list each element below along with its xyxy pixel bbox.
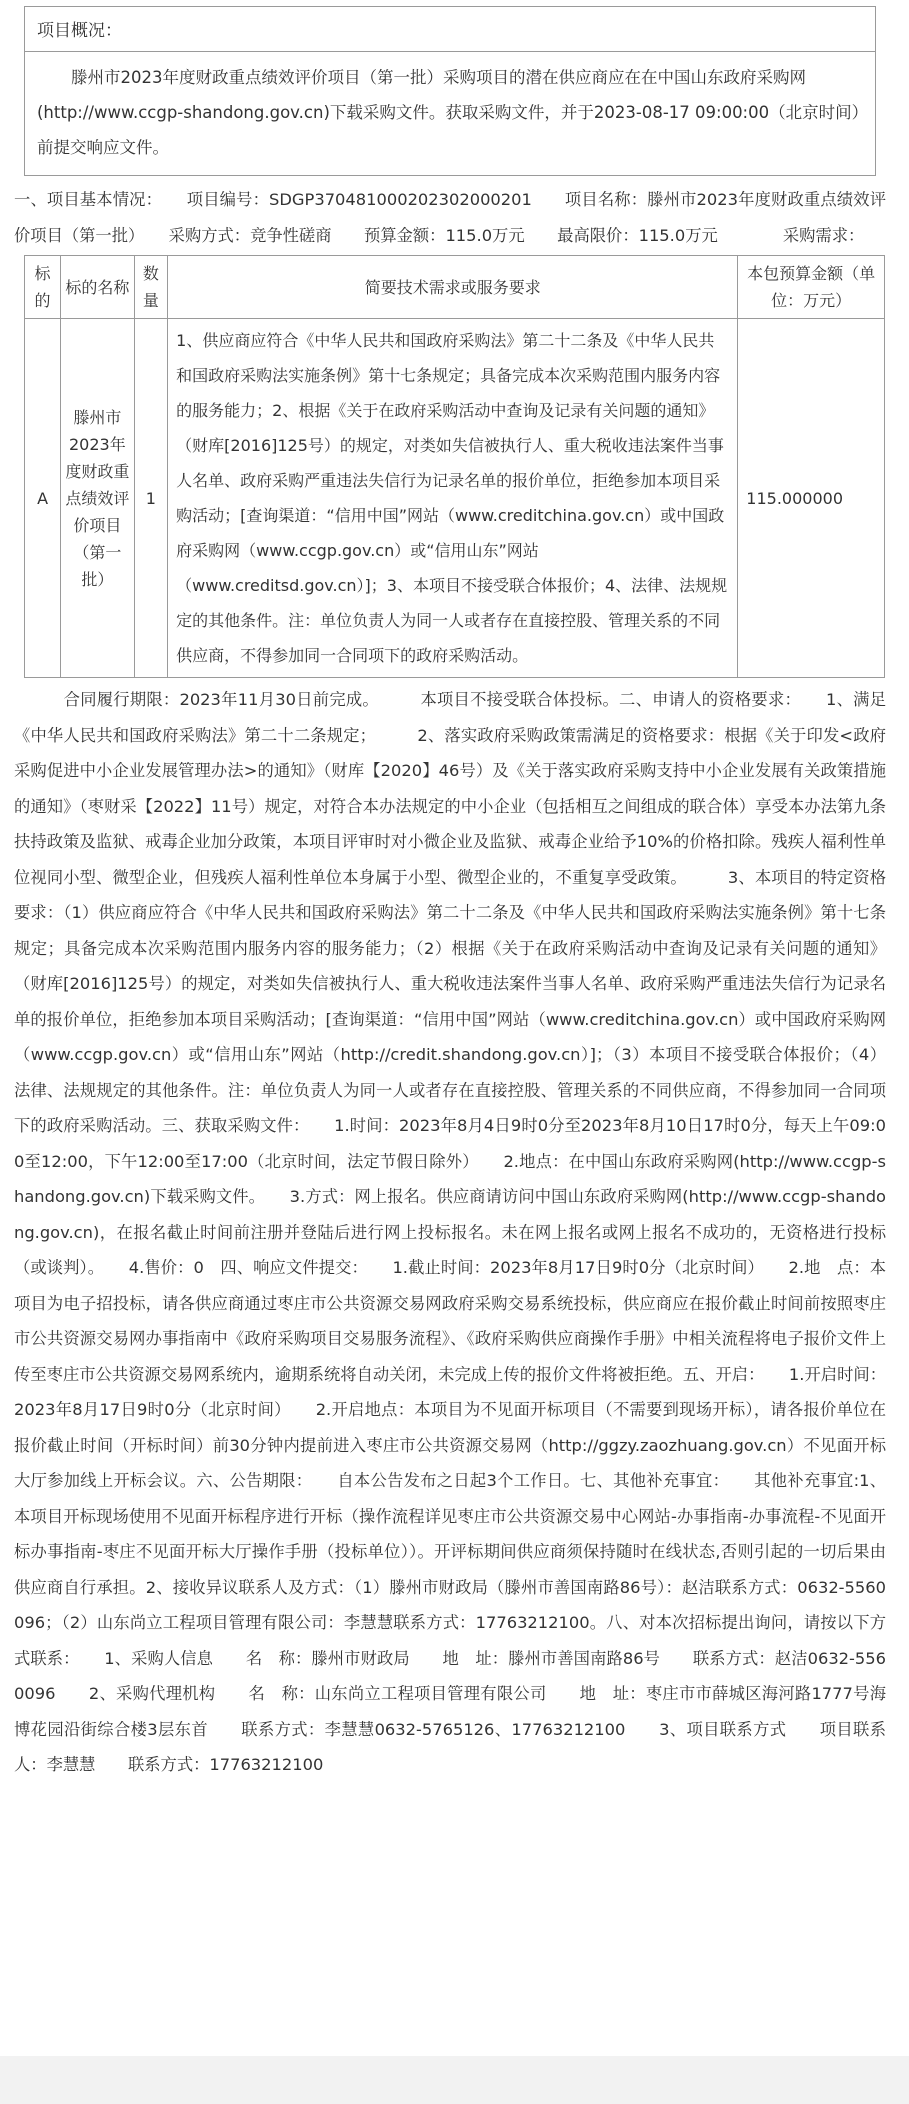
table-row bbox=[25, 319, 885, 678]
overview-text: 滕州市2023年度财政重点绩效评价项目（第一批）采购项目的潜在供应商应在在中国山东政府采购网(http://www.ccgp-shandong.gov.cn)下载采购文件。获取采购文件，并于2023-08-17 09:00:00（北京时间）前提交响应文件。 bbox=[37, 68, 860, 157]
table-header-row bbox=[25, 256, 885, 319]
col-name: 标的名称 bbox=[61, 256, 135, 319]
overview-heading: 项目概况： bbox=[25, 7, 875, 52]
footer-bar bbox=[0, 2056, 909, 2104]
overview-box bbox=[24, 6, 876, 176]
col-budget: 本包预算金额（单位：万元） bbox=[738, 256, 885, 319]
col-requirements: 简要技术需求或服务要求 bbox=[168, 256, 738, 319]
requirements-table bbox=[24, 255, 885, 678]
col-quantity: 数量 bbox=[134, 256, 168, 319]
cell-requirements: 1、供应商应符合《中华人民共和国政府采购法》第二十二条及《中华人民共和国政府采购法实施条例》第十七条规定；具备完成本次采购范围内服务内容的服务能力；2、根据《关于在政府采购活动中查询及记录有关问题的通知》（财库[2016]125号）的规定，对类如失信被执行人、重大税收违法案件当事人名单、政府采购严重违法失信行为记录名单的报价单位，拒绝参加本项目采购活动；[查询渠道：“信用中国”网站（www.creditchina.gov.cn）或中国政府采购网（www.ccgp.gov.cn）或“信用山东”网站（www.creditsd.gov.cn）]；3、本项目不接受联合体报价；4、法律、法规规定的其他条件。注：单位负责人为同一人或者存在直接控股、管理关系的不同供应商，不得参加同一合同项下的政府采购活动。 bbox=[168, 319, 738, 678]
cell-budget: 115.000000 bbox=[738, 319, 885, 678]
body-text: 合同履行期限：2023年11月30日前完成。 本项目不接受联合体投标。二、申请人的资格要求： 1、满足《中华人民共和国政府采购法》第二十二条规定； 2、落实政府采购政策需满足的资格要求：根据《关于印发<政府采购促进中小企业发展管理办法>的通知》（财库【2020】46号）及《关于落实政府采购支持中小企业发展有关政策措施的通知》（枣财采【2022】11号）规定，对符合本办法规定的中小企业（包括相互之间组成的联合体）享受本办法第九条扶持政策及监狱、戒毒企业加分政策，本项目评审时对小微企业及监狱、戒毒企业给予10%的价格扣除。残疾人福利性单位视同小型、微型企业，但残疾人福利性单位本身属于小型、微型企业的，不重复享受政策。 3、本项目的特定资格要求：（1）供应商应符合《中华人民共和国政府采购法》第二十二条及《中华人民共和国政府采购法实施条例》第十七条规定；具备完成本次采购范围内服务内容的服务能力；（2）根据《关于在政府采购活动中查询及记录有关问题的通知》（财库[2016]125号）的规定，对类如失信被执行人、重大税收违法案件当事人名单、政府采购严重违法失信行为记录名单的报价单位，拒绝参加本项目采购活动；[查询渠道：“信用中国”网站（www.creditchina.gov.cn）或中国政府采购网（www.ccgp.gov.cn）或“信用山东”网站（http://credit.shandong.gov.cn）]；（3）本项目不接受联合体报价；（4）法律、法规规定的其他条件。注：单位负责人为同一人或者存在直接控股、管理关系的不同供应商，不得参加同一合同项下的政府采购活动。三、获取采购文件： 1.时间：2023年8月4日9时0分至2023年8月10日17时0分，每天上午09:00至12:00，下午12:00至17:00（北京时间，法定节假日除外） 2.地点：在中国山东政府采购网(http://www.ccgp-shandong.gov.cn)下载采购文件。 3.方式：网上报名。供应商请访问中国山东政府采购网(http://www.ccgp-shandong.gov.cn)，在报名截止时间前注册并登陆后进行网上投标报名。未在网上报名或网上报名不成功的，无资格进行投标（或谈判）。 4.售价：0 四、响应文件提交： 1.截止时间：2023年8月17日9时0分（北京时间） 2.地 点：本项目为电子招投标，请各供应商通过枣庄市公共资源交易网政府采购交易系统投标，供应商应在报价截止时间前按照枣庄市公共资源交易网办事指南中《政府采购项目交易服务流程》、《政府采购供应商操作手册》中相关流程将电子报价文件上传至枣庄市公共资源交易网系统内，逾期系统将自动关闭，未完成上传的报价文件将被拒绝。五、开启： 1.开启时间：2023年8月17日9时0分（北京时间） 2.开启地点：本项目为不见面开标项目（不需要到现场开标），请各报价单位在报价截止时间（开标时间）前30分钟内提前进入枣庄市公共资源交易网（http://ggzy.zaozhuang.gov.cn）不见面开标大厅参加线上开标会议。六、公告期限： 自本公告发布之日起3个工作日。七、其他补充事宜： 其他补充事宜:1、本项目开标现场使用不见面开标程序进行开标（操作流程详见枣庄市公共资源交易中心网站-办事指南-办事流程-不见面开标办事指南-枣庄不见面开标大厅操作手册（投标单位））。开评标期间供应商须保持随时在线状态,否则引起的一切后果由供应商自行承担。2、接收异议联系人及方式：（1）滕州市财政局（滕州市善国南路86号）：赵洁联系方式：0632-5560096；（2）山东尚立工程项目管理有限公司：李慧慧联系方式：17763212100。八、对本次招标提出询问，请按以下方式联系： 1、采购人信息 名 称：滕州市财政局 地 址：滕州市善国南路86号 联系方式：赵洁0632-5560096 2、采购代理机构 名 称：山东尚立工程项目管理有限公司 地 址：枣庄市市薛城区海河路1777号海博花园沿街综合楼3层东首 联系方式：李慧慧0632-5765126、17763212100 3、项目联系方式 项目联系人：李慧慧 联系方式：17763212100 bbox=[14, 690, 886, 1774]
cell-name: 滕州市2023年度财政重点绩效评价项目（第一批） bbox=[61, 319, 135, 678]
cell-lot: A bbox=[25, 319, 61, 678]
cell-quantity: 1 bbox=[134, 319, 168, 678]
basic-info: 一、项目基本情况： 项目编号：SDGP370481000202302000201 项目名称：滕州市2023年度财政重点绩效评价项目（第一批） 采购方式：竞争性磋商 预算金额：115.0万元 最高限价：115.0万元 采购需求： bbox=[14, 190, 886, 245]
announcement-page bbox=[14, 0, 886, 1783]
col-lot: 标的 bbox=[25, 256, 61, 319]
